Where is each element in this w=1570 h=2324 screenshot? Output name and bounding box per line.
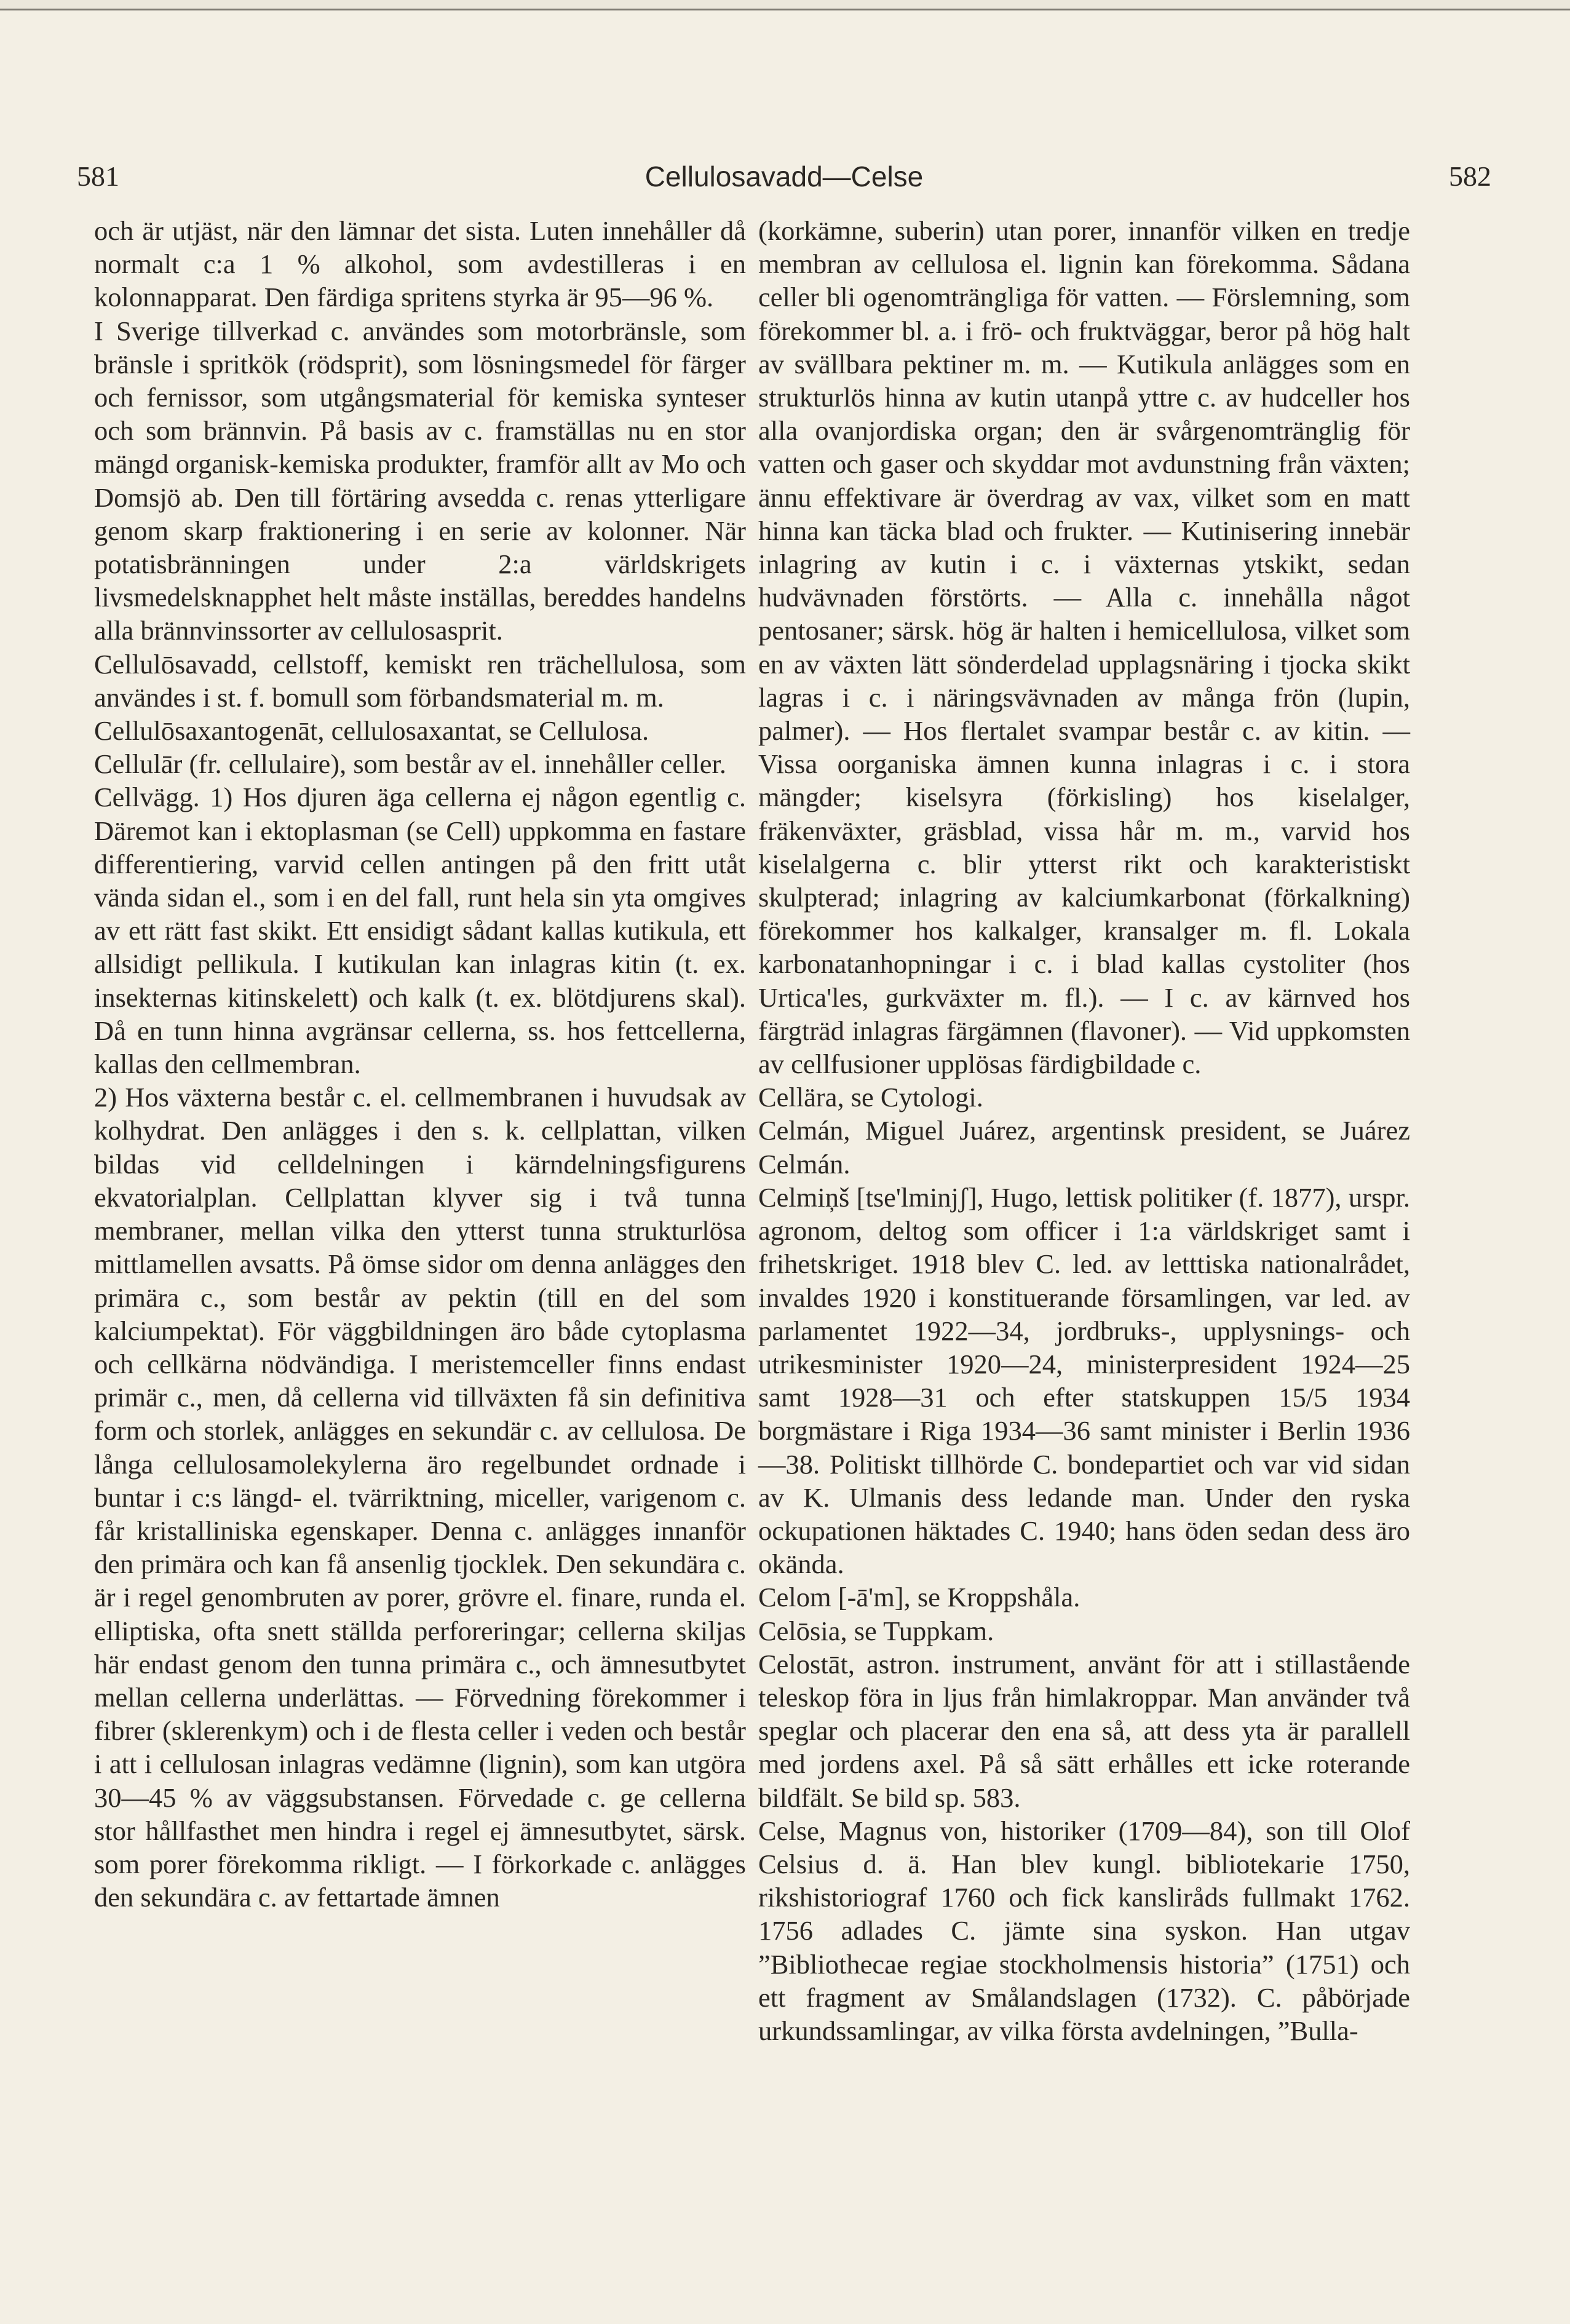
running-title: Cellulosavadd—Celse <box>644 161 924 192</box>
entry-cellular: Cellulār (fr. cellulaire), som består av el. innehåller celler. <box>94 748 726 780</box>
entry-celom: Celom [-ā'm], se Kroppshåla. <box>758 1582 1080 1613</box>
right-column <box>758 214 1410 2047</box>
page-number-left: 581 <box>77 161 119 192</box>
entry-cellvagg: Cellvägg. 1) Hos djuren äga cellerna ej någon egentlig c. Däremot kan i ektoplasman (se Cell) uppkomma en fastare differentiering, varvid cellen antingen på den fritt utåt vända sidan el., som i en del fall, runt hela sin yta omgives av ett rätt fast skikt. Ett ensidigt sådant kallas kutikula, ett allsidigt pellikula. I kutikulan kan inlagras kitin (t. ex. insekternas kitinskelett) och kalk (t. ex. blötdjurens skal). Då en tunn hinna avgränsar cellerna, ss. hos fettcellerna, kallas den cellmembran. <box>94 782 746 1080</box>
entry-cellara: Cellära, se Cytologi. <box>758 1082 983 1113</box>
left-column <box>94 214 746 1914</box>
entry-celosia: Celōsia, se Tuppkam. <box>758 1615 994 1646</box>
page-number-right: 582 <box>1449 161 1491 192</box>
entry-celostat: Celostāt, astron. instrument, använt för att i stillastående teleskop föra in ljus från himlakroppar. Man använder två speglar och placerar den ena så, att dess yta är parallell med jordens axel. På så sätt erhålles ett icke roterande bildfält. Se bild sp. 583. <box>758 1648 1410 1813</box>
entry-celman: Celmán, Miguel Juárez, argentinsk president, se Juárez Celmán. <box>758 1115 1410 1180</box>
entry-celmins: Celmiņš [tse'lminjʃ], Hugo, lettisk politiker (f. 1877), urspr. agronom, deltog som officer i 1:a världskriget samt i frihetskriget. 1918 blev C. led. av letttiska nationalrådet, invaldes 1920 i konstituerande församlingen, var led. av parlamentet 1922—34, jordbruks-, upplysnings- och utrikesminister 1920—24, ministerpresident 1924—25 samt 1928—31 och efter statskuppen 15/5 1934 borgmästare i Riga 1934—36 samt minister i Berlin 1936—38. Politiskt tillhörde C. bondepartiet och var vid sidan av K. Ulmanis dess ledande man. Under den ryska ockupationen häktades C. 1940; hans öden sedan dess äro okända. <box>758 1181 1410 1580</box>
paragraph: och är utjäst, när den lämnar det sista. Luten innehåller då normalt c:a 1 % alkohol, som avdestilleras i en kolonnapparat. Den färdiga spritens styrka är 95—96 %. <box>94 215 746 313</box>
page-header <box>77 155 1491 198</box>
entry-cellvagg-plants: 2) Hos växterna består c. el. cellmembranen i huvudsak av kolhydrat. Den anlägges i den s. k. cellplattan, vilken bildas vid celldelningen i kärndelningsfigurens ekvatorialplan. Cellplattan klyver sig i två tunna membraner, mellan vilka den ytterst tunna strukturlösa mittlamellen avsatts. På ömse sidor om denna anlägges den primära c., som består av pektin (till en del som kalciumpektat). För väggbildningen äro både cytoplasma och cellkärna nödvändiga. I meristemceller finns endast primär c., men, då cellerna vid tillväxten få sin definitiva form och storlek, anlägges en sekundär c. av cellulosa. De långa cellulosamolekylerna äro regelbundet ordnade i buntar i c:s längd- el. tvärriktning, miceller, varigenom c. får kristalliniska egenskaper. Denna c. anlägges innanför den primära och kan få ansenlig tjocklek. Den sekundära c. är i regel genombruten av porer, grövre el. finare, runda el. elliptiska, ofta snett ställda perforeringar; cellerna skiljas här endast genom den tunna primära c., och ämnesutbytet mellan cellerna underlättas. — Förvedning förekommer i fibrer (sklerenkym) och i de flesta celler i veden och består i att i cellulosan inlagras vedämne (lignin), som kan utgöra 30—45 % av väggsubstansen. Förvedade c. ge cellerna stor hållfasthet men hindra i regel ej ämnesutbytet, särsk. som porer förekomma rikligt. — I förkorkade c. anlägges den sekundära c. av fettartade ämnen <box>94 1082 746 1913</box>
entry-cellulosavadd: Cellulōsavadd, cellstoff, kemiskt ren trächellulosa, som användes i st. f. bomull som förbandsmaterial m. m. <box>94 648 746 713</box>
scan-top-edge <box>0 0 1570 10</box>
entry-celse: Celse, Magnus von, historiker (1709—84), son till Olof Celsius d. ä. Han blev kungl. bibliotekarie 1750, rikshistoriograf 1760 och fick kansliråds fullmakt 1762. 1756 adlades C. jämte sina syskon. Han utgav ”Bibliothecae regiae stockholmensis historia” (1751) och ett fragment av Smålandslagen (1732). C. påbörjade urkundssamlingar, av vilka första avdelningen, ”Bulla- <box>758 1815 1410 2046</box>
entry-cellulosaxantogenat: Cellulōsaxantogenāt, cellulosaxantat, se Cellulosa. <box>94 715 649 747</box>
paragraph: I Sverige tillverkad c. användes som motorbränsle, som bränsle i spritkök (rödsprit), som lösningsmedel för färger och fernissor, som utgångsmaterial för kemiska synteser och som brännvin. På basis av c. framställas nu en stor mängd organisk-kemiska produkter, framför allt av Mo och Domsjö ab. Den till förtäring avsedda c. renas ytterligare genom skarp fraktionering i en serie av kolonner. När potatisbränningen under 2:a världskrigets livsmedelsknapphet helt måste inställas, bereddes handelns alla brännvinssorter av cellulosasprit. <box>94 315 746 646</box>
paragraph: (korkämne, suberin) utan porer, innanför vilken en tredje membran av cellulosa el. lignin kan förekomma. Sådana celler bli ogenomträngliga för vatten. — Förslemning, som förekommer bl. a. i frö- och fruktväggar, beror på hög halt av svällbara pektiner m. m. — Kutikula anlägges som en strukturlös hinna av kutin utanpå yttre c. av hudceller hos alla ovanjordiska organ; den är svårgenomtränglig för vatten och gaser och skyddar mot avdunstning från växten; ännu effektivare är överdrag av vax, vilket som en matt hinna kan täcka blad och frukter. — Kutinisering innebär inlagring av kutin i c. i växternas ytskikt, sedan hudvävnaden förstörts. — Alla c. innehålla något pentosaner; särsk. hög är halten i hemicellulosa, vilket som en av växten lätt sönderdelad upplagsnäring i tjocka skikt lagras i c. i näringsvävnaden av många frön (lupin, palmer). — Hos flertalet svampar består c. av kitin. — Vissa oorganiska ämnen kunna inlagras i c. i stora mängder; kiselsyra (förkisling) hos kiselalger, fräkenväxter, gräsblad, vissa hår m. m., varvid hos kiselalgerna c. blir ytterst rikt och karakteristiskt skulpterad; inlagring av kalciumkarbonat (förkalkning) förekommer hos kalkalger, kransalger m. fl. Lokala karbonatanhopningar i c. i blad kallas cystoliter (hos Urtica'les, gurkväxter m. fl.). — I c. av kärnved hos färgträd inlagras färgämnen (flavoner). — Vid uppkomsten av cellfusioner upplösas färdigbildade c. <box>758 215 1410 1080</box>
